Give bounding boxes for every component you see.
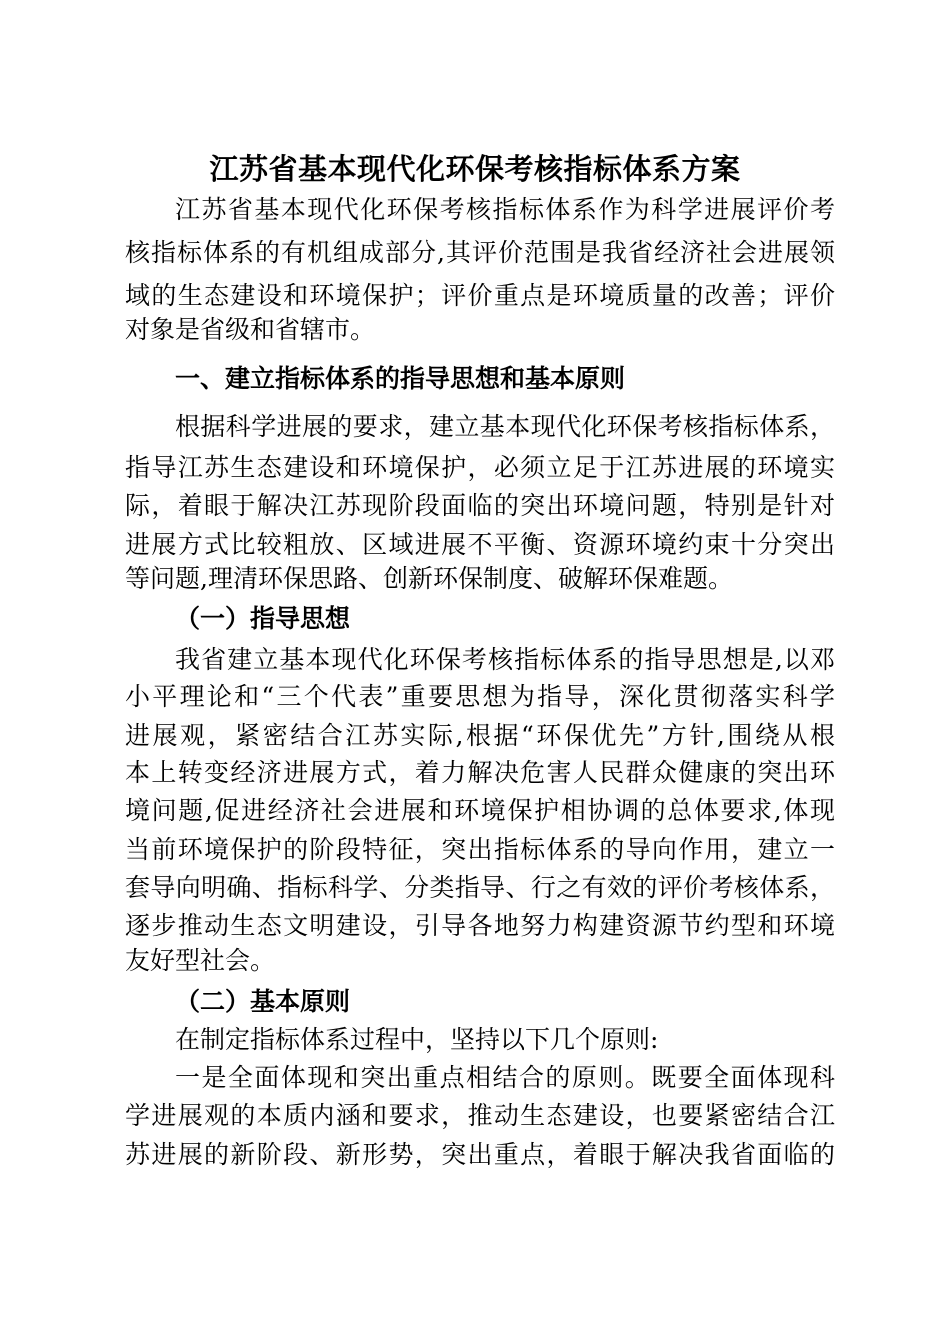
paragraph-line: 进展方式比较粗放、区域进展不平衡、资源环境约束十分突出 (125, 530, 835, 559)
document-title: 江苏省基本现代化环保考核指标体系方案 (209, 152, 741, 186)
paragraph-line: 在制定指标体系过程中，坚持以下几个原则: (175, 1025, 659, 1054)
paragraph-line: 等问题,理清环保思路、创新环保制度、破解环保难题。 (125, 564, 733, 593)
paragraph-line: 我省建立基本现代化环保考核指标体系的指导思想是,以邓 (175, 645, 835, 674)
subsection-heading: （一）指导思想 (175, 604, 351, 633)
paragraph-line: 小平理论和“三个代表”重要思想为指导，深化贯彻落实科学 (125, 682, 835, 711)
paragraph-line: 友好型社会。 (125, 946, 276, 975)
intro-line: 对象是省级和省辖市。 (125, 315, 376, 344)
paragraph-line: 套导向明确、指标科学、分类指导、行之有效的评价考核体系， (125, 873, 835, 902)
intro-line: 域的生态建设和环境保护；评价重点是环境质量的改善；评价 (125, 281, 835, 310)
subsection-heading: （二）基本原则 (175, 987, 351, 1016)
paragraph-line: 学进展观的本质内涵和要求，推动生态建设，也要紧密结合江 (125, 1101, 835, 1130)
paragraph-line: 一是全面体现和突出重点相结合的原则。既要全面体现科 (175, 1063, 835, 1092)
paragraph-line: 当前环境保护的阶段特征，突出指标体系的导向作用，建立一 (125, 835, 835, 864)
intro-line: 江苏省基本现代化环保考核指标体系作为科学进展评价考 (175, 195, 835, 224)
paragraph-line: 苏进展的新阶段、新形势，突出重点，着眼于解决我省面临的 (125, 1140, 835, 1169)
paragraph-line: 境问题,促进经济社会进展和环境保护相协调的总体要求,体现 (125, 796, 835, 825)
paragraph-line: 进展观，紧密结合江苏实际,根据“环保优先”方针,围绕从根 (125, 721, 835, 750)
paragraph-line: 际，着眼于解决江苏现阶段面临的突出环境问题，特别是针对 (125, 491, 835, 520)
paragraph-line: 本上转变经济进展方式，着力解决危害人民群众健康的突出环 (125, 758, 835, 787)
paragraph-line: 逐步推动生态文明建设，引导各地努力构建资源节约型和环境 (125, 911, 835, 940)
section-heading: 一、建立指标体系的指导思想和基本原则 (175, 364, 626, 393)
paragraph-line: 指导江苏生态建设和环境保护，必须立足于江苏进展的环境实 (125, 453, 835, 482)
paragraph-line: 根据科学进展的要求，建立基本现代化环保考核指标体系， (175, 412, 835, 441)
intro-line: 核指标体系的有机组成部分,其评价范围是我省经济社会进展领 (125, 238, 835, 267)
